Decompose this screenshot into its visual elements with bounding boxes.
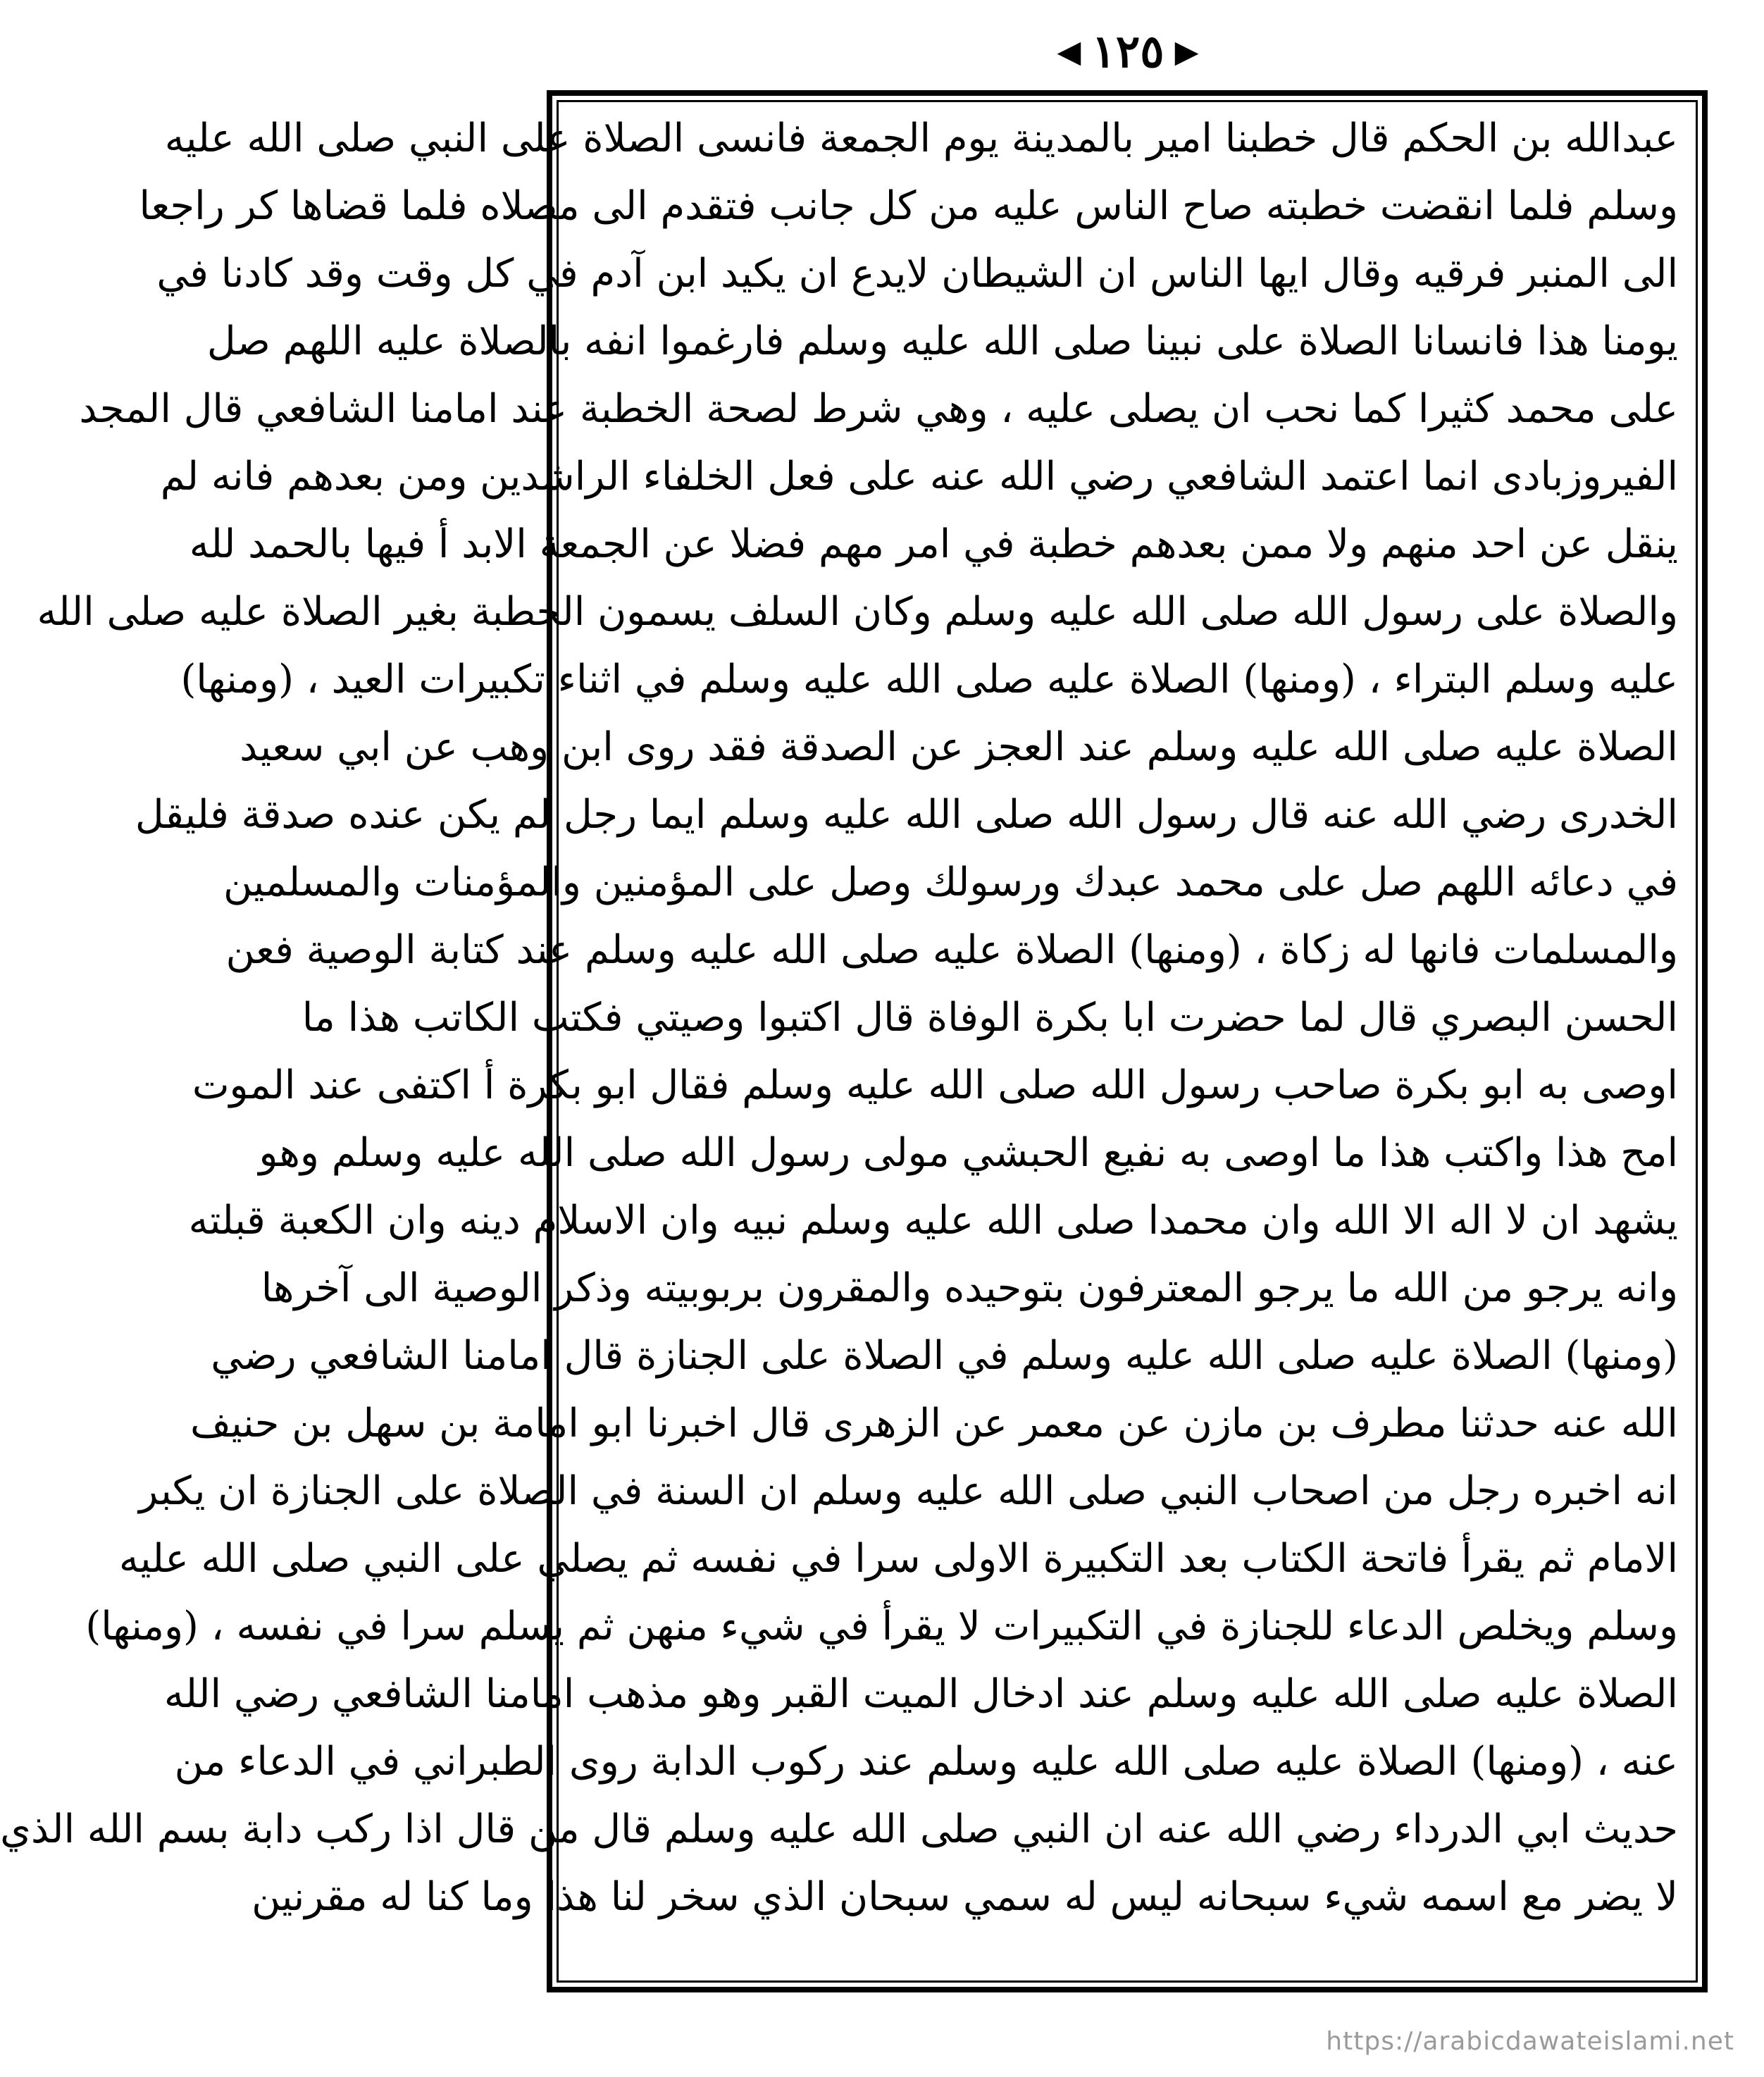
text-line: الصلاة عليه صلى الله عليه وسلم عند العجز عن الصدقة فقد روى ابن وهب عن ابي سعيد xyxy=(240,724,1678,770)
text-line: الامام ثم يقرأ فاتحة الكتاب بعد التكبيرة الاولى سرا في نفسه ثم يصلي على النبي صلى الله عليه xyxy=(118,1536,1678,1582)
page-text xyxy=(0,107,1678,1967)
text-line: على محمد كثيرا كما نحب ان يصلى عليه ، وهي شرط لصحة الخطبة عند امامنا الشافعي قال المجد xyxy=(79,386,1678,432)
text-line: وسلم فلما انقضت خطبته صاح الناس عليه من كل جانب فتقدم الى مصلاه فلما قضاها كر راجعا xyxy=(139,183,1678,229)
watermark-url: https://arabicdawateislami.net xyxy=(1326,2027,1734,2056)
text-line: انه اخبره رجل من اصحاب النبي صلى الله عليه وسلم ان السنة في الصلاة على الجنازة ان يكبر xyxy=(139,1468,1678,1514)
text-line: الفيروزبادى انما اعتمد الشافعي رضي الله عنه على فعل الخلفاء الراشدين ومن بعدهم فانه لم xyxy=(160,454,1678,500)
page-number: ١٢٥ xyxy=(1091,25,1164,78)
text-line: اوصى به ابو بكرة صاحب رسول الله صلى الله عليه وسلم فقال ابو بكرة أ اكتفى عند الموت xyxy=(192,1062,1678,1108)
text-line: (ومنها) الصلاة عليه صلى الله عليه وسلم في الصلاة على الجنازة قال امامنا الشافعي رضي xyxy=(211,1333,1678,1379)
text-line: عبدالله بن الحكم قال خطبنا امير بالمدينة يوم الجمعة فانسى الصلاة على النبي صلى الله عليه xyxy=(164,116,1678,161)
text-line: لا يضر مع اسمه شيء سبحانه ليس له سمي سبحان الذي سخر لنا هذا وما كنا له مقرنين xyxy=(251,1874,1678,1920)
text-line: الحسن البصري قال لما حضرت ابا بكرة الوفاة قال اكتبوا وصيتي فكتب الكاتب هذا ما xyxy=(302,995,1678,1041)
text-line: وانه يرجو من الله ما يرجو المعترفون بتوحيده والمقرون بربوبيته وذكر الوصية الى آخرها xyxy=(261,1265,1678,1311)
ornament-left-icon: ◀ xyxy=(1057,34,1081,70)
text-line: وسلم ويخلص الدعاء للجنازة في التكبيرات لا يقرأ في شيء منهن ثم يسلم سرا في نفسه ، (ومنها) xyxy=(85,1604,1678,1649)
text-line: والصلاة على رسول الله صلى الله عليه وسلم وكان السلف يسمون الخطبة بغير الصلاة عليه صلى الله xyxy=(37,589,1678,635)
text-line: في دعائه اللهم صل على محمد عبدك ورسولك وصل على المؤمنين والمؤمنات والمسلمين xyxy=(223,860,1678,905)
text-line: حديث ابي الدرداء رضي الله عنه ان النبي صلى الله عليه وسلم قال من قال اذا ركب دابة بسم الله الذي xyxy=(0,1806,1678,1852)
text-line: والمسلمات فانها له زكاة ، (ومنها) الصلاة عليه صلى الله عليه وسلم عند كتابة الوصية فعن xyxy=(225,927,1678,973)
text-line: يومنا هذا فانسانا الصلاة على نبينا صلى الله عليه وسلم فارغموا انفه بالصلاة عليه اللهم صل xyxy=(206,318,1678,364)
text-line: امح هذا واكتب هذا ما اوصى به نفيع الحبشي مولى رسول الله صلى الله عليه وسلم وهو xyxy=(259,1130,1678,1176)
text-line: عليه وسلم البتراء ، (ومنها) الصلاة عليه صلى الله عليه وسلم في اثناء تكبيرات العيد ، (ومنها) xyxy=(180,657,1678,702)
text-line: الله عنه حدثنا مطرف بن مازن عن معمر عن الزهرى قال اخبرنا ابو امامة بن سهل بن حنيف xyxy=(190,1401,1678,1446)
text-line: الخدرى رضي الله عنه قال رسول الله صلى الله عليه وسلم ايما رجل لم يكن عنده صدقة فليقل xyxy=(135,792,1678,838)
text-line: يشهد ان لا اله الا الله وان محمدا صلى الله عليه وسلم نبيه وان الاسلام دينه وان الكعبة قبلته xyxy=(188,1198,1678,1244)
page-header xyxy=(492,24,1764,80)
text-line: الصلاة عليه صلى الله عليه وسلم عند ادخال الميت القبر وهو مذهب امامنا الشافعي رضي الله xyxy=(163,1671,1678,1717)
text-line: ينقل عن احد منهم ولا ممن بعدهم خطبة في امر مهم فضلا عن الجمعة الابد أ فيها بالحمد لله xyxy=(189,521,1678,567)
text-line: عنه ، (ومنها) الصلاة عليه صلى الله عليه وسلم عند ركوب الدابة روى الطبراني في الدعاء من xyxy=(174,1739,1678,1785)
text-line: الى المنبر فرقيه وقال ايها الناس ان الشيطان لايدع ان يكيد ابن آدم في كل وقت وقد كادنا في xyxy=(156,251,1678,297)
ornament-right-icon: ▶ xyxy=(1174,34,1199,70)
